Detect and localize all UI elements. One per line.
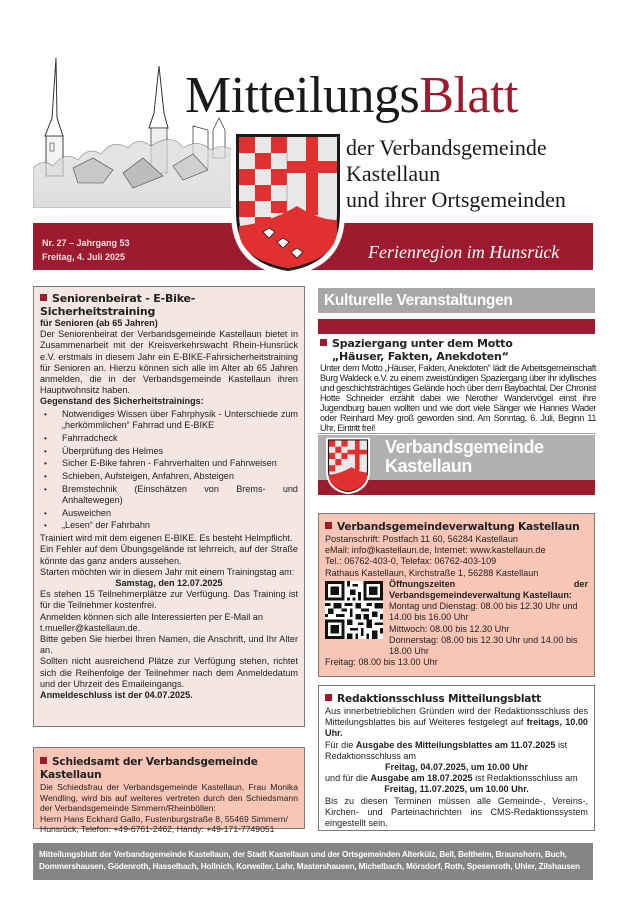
bullet-square-icon: [325, 694, 332, 701]
article-editorial-deadline: [318, 685, 595, 831]
title-part-mitteilungs: Mitteilungs: [185, 67, 420, 124]
phone-fax: Tel.: 06762-403-0, Telefax: 06762-403-109: [325, 556, 497, 567]
opening-hours: [389, 579, 588, 657]
subtitle-line: Kastellaun: [346, 161, 441, 186]
article-administration: [318, 513, 595, 677]
article-heading-text: Verbandsgemeindeverwaltung Kastellaun: [337, 521, 580, 533]
hours-wed: Mittwoch: 08.00 bis 12.30 Uhr: [389, 623, 510, 634]
bullet-square-icon: [40, 294, 47, 301]
article-paragraph: Ein Fehler auf dem Übungsgelände ist lehrreich, auf der Straße könnte das ganz anders aussehen.: [40, 544, 298, 566]
list-item: • Schieben, Aufsteigen, Anfahren, Absteigen: [40, 471, 298, 482]
list-item: • Überprüfung des Helmes: [40, 446, 298, 457]
training-date: Samstag, den 12.07.2025: [115, 577, 223, 588]
bullet-square-icon: [320, 339, 327, 346]
article-paragraph: Der Seniorenbeirat der Verbandsgemeinde Kastellaun bietet in Zusammenarbeit mit der Kreisverkehrswacht Rhein-Hunsrück e.V. erstmals in diesem Jahr ein E-BIKE-Fahrsicherheitstraining für Senioren an. Hierzu können sich alle im Alter ab 65 Jahren anmelden, die in der Verbandsgemeinde Kastellaun ihren Hauptwohnsitz haben.: [40, 329, 298, 396]
newspaper-title: [185, 66, 518, 126]
article-paragraph: Bis zu diesen Terminen müssen alle Gemeinde-, Vereins-, Kirchen- und Parteinachrichten ins CMS-Redaktionssystem eingestellt sein.: [325, 795, 588, 829]
hours-thu: Donnerstag: 08.00 bis 12.30 Uhr und 14.00 bis 18.00 Uhr: [389, 634, 578, 657]
text-span: Aus innerbetrieblichen Gründen wird der Redaktionsschluss des Mitteilungsblattes bis auf Weiteres festgelegt auf: [325, 706, 588, 728]
section-header-culture: Kulturelle Veranstaltungen: [318, 288, 595, 313]
article-paragraph: Herrn Hans Eckhard Gallo, Fustenburgstraße 8, 55469 Simmern/ Hunsrück, Telefon: +49-6761-2462, Handy: +49-171-7749051: [40, 813, 288, 835]
article-paragraph: Unter dem Motto „Häuser, Fakten, Anekdoten“ lädt die Arbeitsgemeinschaft Burg Waldeck e.V. zu einem zweistündigen Spaziergang über ihr idyllisches und geschichtsträchtiges Gelände hoch über dem Baybachtal. Der Chronist Hotte Schneider erzählt dabei wie Nerother Wandervögel einst ihre Jugendburg bauen wollten und wie dort viele Sänger wie Hannes Wader oder Reinhard Mey groß geworden sind. Am Sonntag, 6. Juli, Beginn 11 Uhr, Eintritt frei!: [320, 363, 596, 433]
text-span: ist Redaktionsschluss am: [472, 773, 578, 784]
subtitle-line: der Verbandsgemeinde: [346, 135, 547, 160]
article-paragraph: [325, 740, 588, 762]
article-paragraph: Bitte geben Sie hierbei Ihren Namen, die Anschrift, und Ihr Alter an.: [40, 633, 298, 656]
postal-address: Postanschrift: Postfach 11 60, 56284 Kastellaun: [325, 534, 518, 544]
registration-deadline: Anmeldeschluss ist der 04.07.2025.: [40, 690, 193, 700]
qr-code-icon[interactable]: [325, 581, 383, 639]
text-span: Für die: [325, 739, 356, 750]
article-heading: [40, 756, 298, 782]
article-heading: [325, 521, 588, 534]
bullet-square-icon: [40, 757, 47, 764]
subtitle-line: und ihrer Ortsgemeinden: [346, 187, 566, 212]
street-address: Rathaus Kastellaun, Kirchstraße 1, 56288 Kastellaun: [325, 567, 539, 578]
article-paragraph: [325, 706, 588, 740]
article-paragraph: Anmelden können sich alle Interessierten per E-Mail an t.mueller@kastellaun.de.: [40, 611, 263, 633]
footer-bar: Mitteilungsblatt der Verbandsgemeinde Kastellaun, der Stadt Kastellaun und der Ortsgemeinden Alterkülz, Bell, Beltheim, Braunshorn, Buch, Dommershausen, Gödenroth, Hasselbach, Hollnich, Korweiler, Lahr, Mastershausen, Michelbach, Mörsdorf, Roth, Spesenroth, Uhler, Zilshausen: [33, 843, 593, 880]
list-item: • Fahrradcheck: [40, 433, 298, 444]
article-walk-event: [320, 338, 596, 433]
article-paragraph: Trainiert wird mit dem eigenen E-BIKE. Es besteht Helmpflicht.: [40, 533, 293, 544]
article-paragraph: Starten möchten wir in diesem Jahr mit einem Trainingstag am:: [40, 566, 295, 577]
article-heading-text: „Häuser, Fakten, Anekdoten“: [332, 349, 509, 363]
text-span: und für die: [325, 773, 371, 784]
text-span-bold: Ausgabe des Mitteilungsblattes am 11.07.2025: [355, 739, 556, 750]
deadline-date: Freitag, 04.07.2025, um 10.00 Uhr: [384, 762, 529, 773]
article-heading: [320, 338, 596, 363]
opening-hours-heading: Öffnungszeiten der Verbandsgemeindeverwaltung Kastellaun:: [389, 578, 588, 601]
title-part-blatt: Blatt: [419, 67, 518, 124]
text-span: ist Redaktionsschluss am: [325, 739, 568, 761]
issue-number: Nr. 27 – Jahrgang 53: [42, 238, 130, 248]
article-heading-text: Seniorenbeirat - E-Bike-Sicherheitstraining: [40, 292, 196, 318]
training-topic-list: [40, 409, 298, 532]
article-paragraph: [325, 773, 588, 784]
subtitle: [346, 135, 566, 213]
vg-banner-title: [385, 438, 544, 476]
hours-mon-tue: Montag und Dienstag: 08.00 bis 12.30 Uhr und 14.00 bis 16.00 Uhr: [389, 601, 578, 623]
article-heading-text: Schiedsamt der Verbandsgemeinde Kastellaun: [40, 756, 258, 781]
hours-fri: Freitag: 08.00 bis 13.00 Uhr: [325, 657, 438, 668]
list-item: • Bremstechnik (Einschätzen von Brems- und Anhaltewegen): [40, 484, 298, 506]
section-header-bar: [318, 319, 595, 334]
list-heading: Gegenstand des Sicherheitstrainings:: [40, 396, 204, 407]
article-schiedsamt: [33, 747, 305, 835]
coat-of-arms-icon: [229, 128, 347, 278]
list-item: • Notwendiges Wissen über Fahrphysik - Unterschiede zum „herkömmlichen“ Fahrrad und E-BIKE: [40, 409, 298, 431]
vg-banner-line: Verbandsgemeinde: [385, 437, 544, 457]
issue-date: Freitag, 4. Juli 2025: [42, 252, 126, 262]
divider: [318, 433, 595, 434]
bullet-square-icon: [325, 522, 332, 529]
article-heading-text: Redaktionsschluss Mitteilungsblatt: [337, 693, 541, 705]
article-senior-ebike-training: [33, 286, 305, 727]
issue-info: [42, 236, 130, 264]
article-heading-text: Spaziergang unter dem Motto: [332, 337, 513, 350]
text-span-bold: freitags, 10.00 Uhr.: [325, 717, 588, 739]
article-paragraph: Die Schiedsfrau der Verbandsgemeinde Kastellaun, Frau Monika Wendling, wird bis auf weiteres vertreten durch den Schiedsmann der Verbandsgemeinde Simmern/Rheinböllen:: [40, 782, 298, 814]
masthead: [0, 0, 625, 285]
article-subheading: für Senioren (ab 65 Jahren): [40, 318, 158, 328]
list-item: • „Lesen“ der Fahrbahn: [40, 520, 298, 531]
list-item: • Ausweichen: [40, 508, 298, 519]
tagline: Ferienregion im Hunsrück: [368, 242, 560, 262]
coat-of-arms-icon: [325, 437, 371, 495]
article-heading: [325, 693, 588, 706]
email-website: eMail: info@kastellaun.de, Internet: www.kastellaun.de: [325, 545, 546, 556]
text-span-bold: Ausgabe am 18.07.2025: [370, 773, 473, 784]
deadline-date: Freitag, 11.07.2025, um 10.00 Uhr.: [384, 784, 529, 795]
article-paragraph: Sollten nicht ausreichend Plätze zur Verfügung stehen, richtet sich die Reihenfolge der Teilnehmer nach dem Anmeldedatum und der Uhrzeit des Emaileingangs.: [40, 656, 298, 689]
vg-banner-line: Kastellaun: [385, 456, 473, 476]
article-heading: [40, 292, 298, 318]
list-item: • Sicher E-Bike fahren - Fahrverhalten und Fahrweisen: [40, 458, 298, 469]
article-paragraph: Es stehen 15 Teilnehmerplätze zur Verfügung. Das Training ist für die Teilnehmer kostenfrei.: [40, 589, 298, 611]
